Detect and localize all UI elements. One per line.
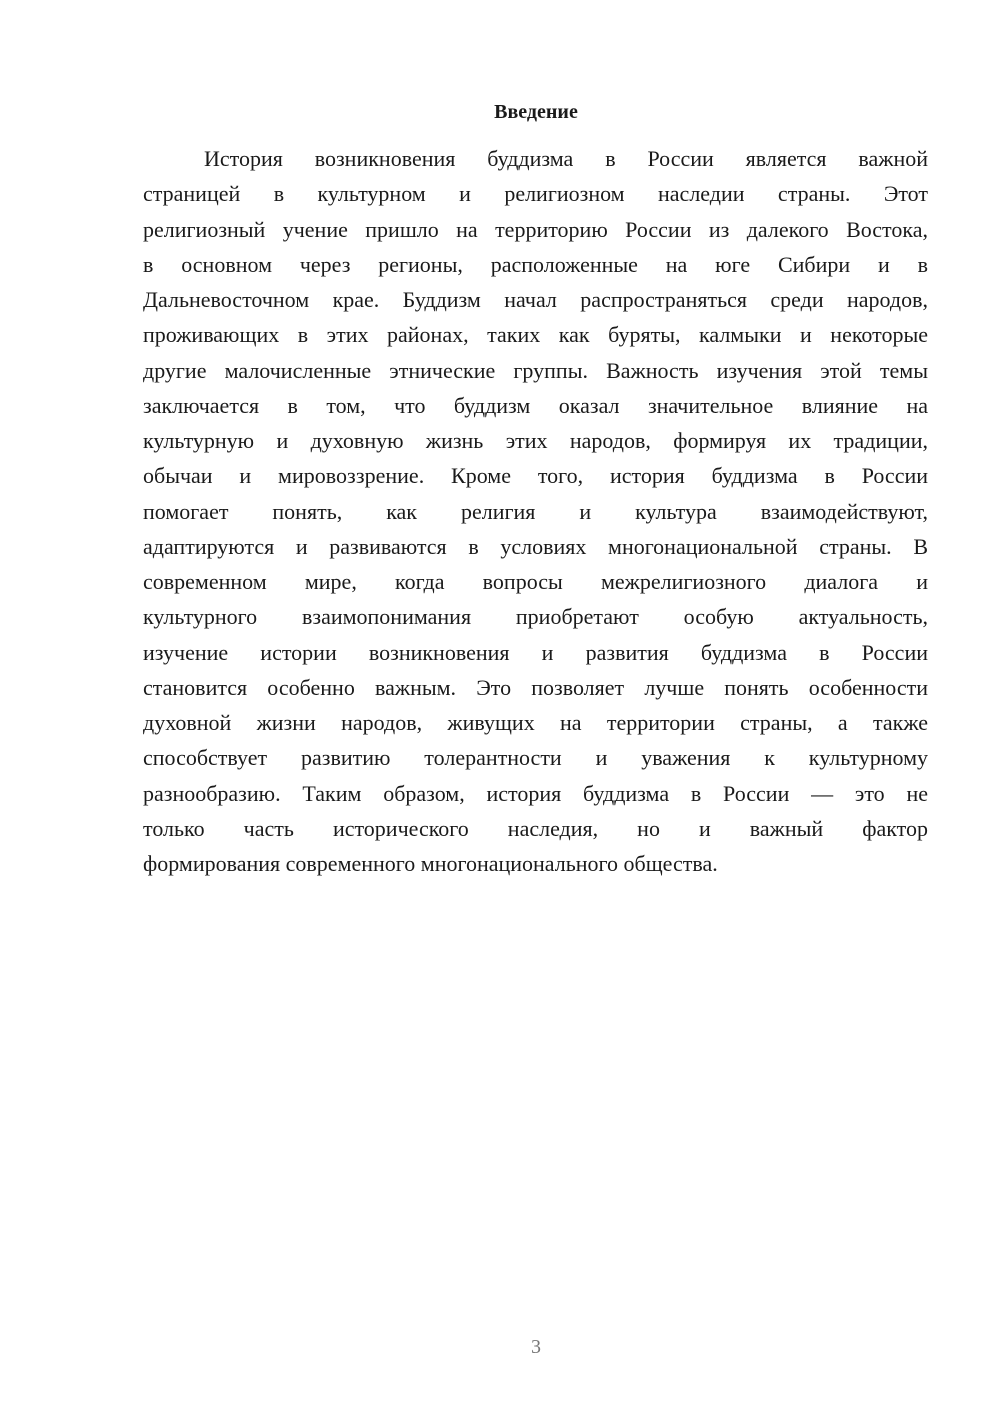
- paragraph-line: только часть исторического наследия, но и важный фактор: [143, 815, 928, 841]
- paragraph-line: религиозный учение пришло на территорию России из далекого Востока,: [143, 216, 928, 242]
- paragraph-line: Дальневосточном крае. Буддизм начал распространяться среди народов,: [143, 287, 928, 312]
- paragraph-line: культурного взаимопонимания приобретают особую актуальность,: [143, 604, 928, 630]
- paragraph-line: становится особенно важным. Это позволяет лучше понять особенности: [143, 674, 928, 700]
- page-number: 3: [531, 1336, 541, 1358]
- paragraph-line: культурную и духовную жизнь этих народов, формируя их традиции,: [143, 428, 928, 453]
- section-heading: Введение: [494, 101, 578, 123]
- paragraph-line: разнообразию. Таким образом, история буддизма в России — это не: [143, 780, 928, 806]
- paragraph-line: адаптируются и развиваются в условиях многонациональной страны. В: [143, 533, 928, 559]
- paragraph-line: проживающих в этих районах, таких как буряты, калмыки и некоторые: [143, 322, 928, 348]
- paragraph-line: в основном через регионы, расположенные на юге Сибири и в: [143, 251, 928, 277]
- paragraph-line: История возникновения буддизма в России является важной: [204, 146, 928, 171]
- paragraph-line: изучение истории возникновения и развития буддизма в России: [143, 639, 928, 665]
- paragraph-line: духовной жизни народов, живущих на территории страны, а также: [143, 710, 928, 735]
- paragraph-line: помогает понять, как религия и культура взаимодействуют,: [143, 498, 928, 524]
- paragraph-line: способствует развитию толерантности и уважения к культурному: [143, 745, 928, 771]
- paragraph-line: обычаи и мировоззрение. Кроме того, история буддизма в России: [143, 463, 928, 489]
- paragraph-line: другие малочисленные этнические группы. Важность изучения этой темы: [143, 357, 928, 383]
- paragraph-line: заключается в том, что буддизм оказал значительное влияние на: [143, 392, 928, 418]
- paragraph-line: страницей в культурном и религиозном наследии страны. Этот: [143, 181, 928, 207]
- body-paragraph: [143, 141, 928, 881]
- paragraph-line: формирования современного многонационального общества.: [143, 851, 718, 876]
- paragraph-line: современном мире, когда вопросы межрелигиозного диалога и: [143, 569, 928, 594]
